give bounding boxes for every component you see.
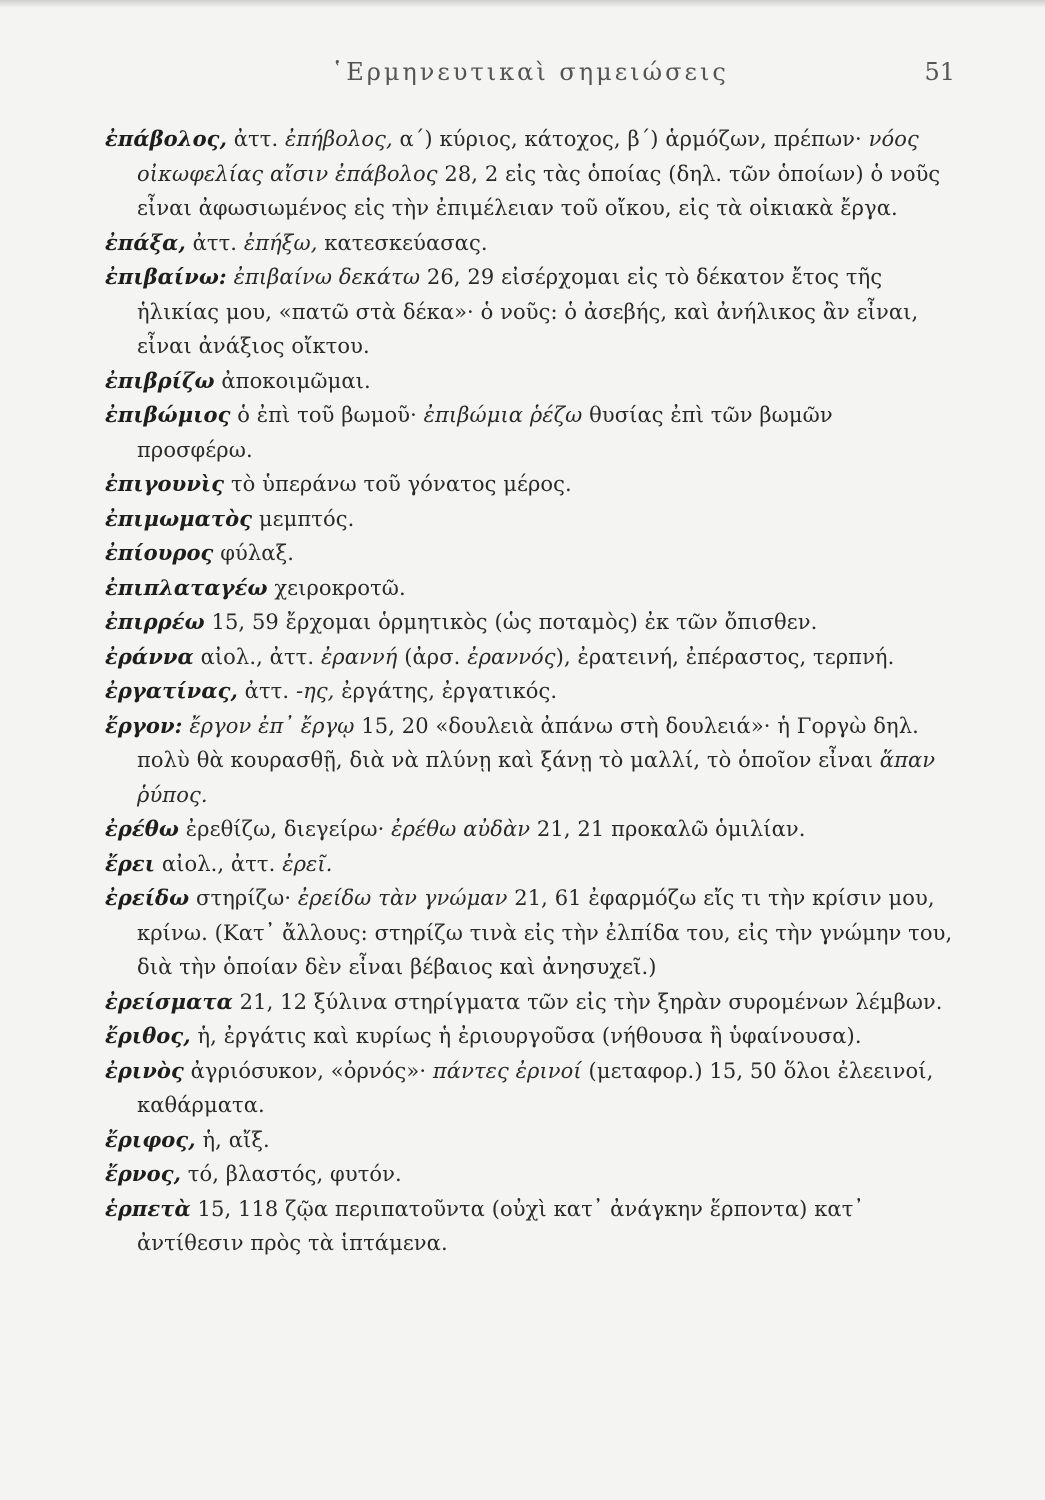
headword: ἐπάβολος, [105,126,227,151]
definition-text: ἐρεθίζω, διεγείρω· [179,817,392,841]
glossary-entries [105,122,955,1261]
glossary-entry [105,571,955,606]
glossary-entry [105,709,955,813]
glossary-entry [105,985,955,1020]
definition-text: αἰολ., ἀττ. [155,851,283,876]
definition-text: χειροκροτῶ. [267,575,406,600]
italic-phrase: ἐρείδω τὰν γνώμαν [297,886,508,910]
definition-text: ἀποκοιμῶμαι. [214,368,371,393]
page-top-edge [0,0,1045,8]
definition-text: 21, 12 ξύλινα στηρίγματα τῶν εἰς τὴν ξηρὰν συρομένων λέμβων. [232,989,943,1014]
italic-phrase: ἐραννή [320,644,398,669]
headword: ἐπιπλαταγέω [105,574,268,600]
glossary-entry [105,122,955,226]
glossary-entry [105,847,955,882]
headword: ἔριφος, [105,1126,196,1152]
glossary-entry [105,1123,955,1158]
glossary-entry [105,640,955,675]
italic-phrase: ἐρεῖ. [282,851,333,876]
headword: ἔριθος, [105,1023,191,1048]
italic-phrase: πάντες ἐρινοί [432,1058,582,1083]
headword: ἐρείσματα [105,988,233,1014]
headword: ἐπίουρος [105,540,214,565]
definition-text: α΄) κύριος, κάτοχος, β΄) ἁρμόζων, πρέπων· [392,127,869,151]
headword: ἐρέθω [105,816,179,841]
definition-text: φύλαξ. [213,541,295,565]
definition-text: αἰολ., ἀττ. [193,644,321,669]
italic-phrase: ἔργον ἐπ᾽ ἔργῳ [189,713,355,738]
running-header [105,58,955,98]
definition-text [227,265,234,289]
glossary-entry [105,605,955,640]
italic-phrase: νόος οἰκωφελίας αἴσιν ἐπάβολος [137,127,919,186]
headword: ἐπιβώμιος [105,402,231,427]
definition-text: ἀγριόσυκον, «ὀρνός»· [183,1058,433,1083]
definition-text: 21, 61 ἐφαρμόζω εἴς τι τὴν κρίσιν μου, κρίνω. (Κατ᾽ ἄλλους: στηρίζω τινὰ εἰς τὴν ἐλπίδα του, εἰς τὴν γνώμην του, διὰ τὴν ὁποίαν δὲν εἶναι βέβαιος καὶ ἀνησυχεῖ.) [137,886,953,979]
italic-phrase: ἐραννός [467,644,556,669]
definition-text: τὸ ὑπεράνω τοῦ γόνατος μέρος. [224,472,572,496]
headword: ἐπιμωματὸς [105,505,253,531]
italic-phrase: ἐπήβολος, [285,127,393,151]
headword: ἔρει [105,850,156,876]
headword: ἐπιγουνὶς [105,471,225,496]
headword: ἐπιβαίνω: [105,264,227,289]
italic-phrase: -ης, [295,679,335,703]
definition-text: 15, 59 ἔρχομαι ὁρμητικὸς (ὡς ποταμὸς) ἐκ τῶν ὄπισθεν. [204,610,818,634]
glossary-entry [105,536,955,571]
definition-text: τό, βλαστός, φυτόν. [181,1162,402,1186]
glossary-entry [105,398,955,467]
glossary-entry [105,812,955,847]
glossary-entry [105,260,955,364]
glossary-entry [105,226,955,261]
definition-text: ἐργάτης, ἐργατικός. [334,679,558,703]
definition-text: 15, 20 «δουλειὰ ἀπάνω στὴ δουλειά»· ἡ Γοργὼ δηλ. πολὺ θὰ κουρασθῇ, διὰ νὰ πλύνῃ καὶ ξάνῃ τὸ μαλλί, τὸ ὁποῖον εἶναι [137,713,919,772]
definition-text: 26, 29 εἰσέρχομαι εἰς τὸ δέκατον ἔτος τῆς ἡλικίας μου, «πατῶ στὰ δέκα»· ὁ νοῦς: ὁ ἀσεβής, καὶ ἀνήλικος ἂν εἶναι, εἶναι ἀνάξιος οἴκτου. [137,265,919,358]
page-title: ῾Ερμηνευτικαὶ σημειώσεις [331,58,729,86]
glossary-entry [105,1157,955,1192]
italic-phrase: ἐρέθω αὐδὰν [391,817,531,841]
italic-phrase: ἐπιβαίνω δεκάτω [233,265,421,289]
headword: ἔργον: [105,712,183,738]
headword: ἐπιρρέω [105,609,205,634]
definition-text: μεμπτός. [252,506,355,531]
italic-phrase: ἐπήξω, [243,230,318,255]
definition-text: (μεταφορ.) 15, 50 ὅλοι ἐλεεινοί, καθάρματα. [137,1058,934,1117]
definition-text: 15, 118 ζῷα περιπατοῦντα (οὐχὶ κατ᾽ ἀνάγκην ἕρποντα) κατ᾽ ἀντίθεσιν πρὸς τὰ ἱπτάμενα. [137,1196,865,1255]
headword: ἐρινὸς [105,1057,184,1083]
glossary-entry [105,881,955,985]
page-number: 51 [924,58,955,86]
headword: ἑρπετὰ [105,1195,191,1221]
definition-text: κατεσκεύασας. [317,230,488,255]
glossary-entry [105,1054,955,1123]
glossary-entry [105,364,955,399]
headword: ἐργατίνας, [105,678,238,703]
glossary-entry [105,674,955,709]
headword: ἐράννα [105,643,194,669]
headword: ἐρείδω [105,885,190,910]
glossary-entry [105,1019,955,1054]
headword: ἐπιβρίζω [105,367,215,393]
definition-text: 28, 2 εἰς τὰς ὁποίας (δηλ. τῶν ὁποίων) ὁ νοῦς εἶναι ἀφωσιωμένος εἰς τὴν ἐπιμέλειαν τοῦ οἴκου, εἰς τὰ οἰκιακὰ ἔργα. [137,161,941,220]
definition-text: ἡ, ἐργάτις καὶ κυρίως ἡ ἐριουργοῦσα (νήθουσα ἢ ὑφαίνουσα). [190,1024,862,1048]
definition-text: ἀττ. [237,679,296,703]
italic-phrase: ἅπαν ῥύπος. [137,748,936,807]
glossary-entry [105,467,955,502]
glossary-entry [105,502,955,537]
definition-text: ἀττ. [226,127,286,151]
definition-text: ἀττ. [185,230,244,255]
headword: ἔρνος, [105,1161,182,1186]
headword: ἐπάξα, [105,229,186,255]
definition-text: ὁ ἐπὶ τοῦ βωμοῦ· [230,403,424,427]
definition-text: (ἀρσ. [397,644,468,669]
glossary-entry [105,1192,955,1261]
definition-text: ἡ, αἴξ. [195,1127,270,1152]
definition-text: θυσίας ἐπὶ τῶν βωμῶν προσφέρω. [137,403,833,462]
definition-text: 21, 21 προκαλῶ ὁμιλίαν. [530,817,806,841]
definition-text: στηρίζω· [189,886,298,910]
italic-phrase: ἐπιβώμια ῥέζω [423,403,583,427]
definition-text: ), ἐρατεινή, ἐπέραστος, τερπνή. [555,644,895,669]
